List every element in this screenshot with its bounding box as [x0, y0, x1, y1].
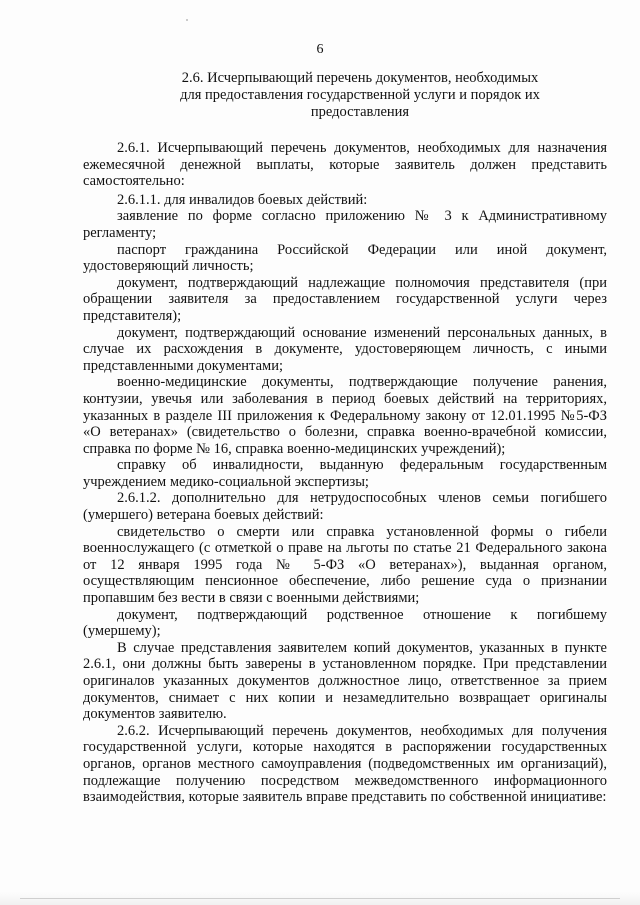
list-item-kinship-document: документ, подтверждающий родственное отношение к погибшему (умершему);: [83, 606, 607, 640]
list-item-death-certificate: свидетельство о смерти или справка установленной формы о гибели военнослужащего (с отметкой о праве на льготы по статье 21 Федерального закона от 12 января 1995 года № 5-ФЗ «О ветеранах»), выданная органом, осуществляющим пенсионное обеспечение, либо решение суда о признании пропавшим без вести в связи с военными действиями;: [83, 523, 607, 607]
paragraph-2-6-1-2: 2.6.1.2. дополнительно для нетрудоспособных членов семьи погибшего (умершего) ветерана боевых действий:: [83, 490, 607, 524]
list-item-disability-certificate: справку об инвалидности, выданную федеральным государственным учреждением медико-социальной экспертизы;: [83, 457, 607, 490]
page-number: 6: [316, 42, 324, 57]
paragraph-2-6-1-1: 2.6.1.1. для инвалидов боевых действий:: [117, 191, 368, 208]
scan-speck: [186, 19, 188, 21]
scan-edge-line: [20, 898, 620, 899]
list-item-application: заявление по форме согласно приложению № 3 к Административному регламенту;: [83, 208, 607, 241]
section-title-line: для предоставления государственной услуги и порядок их: [180, 87, 540, 103]
list-item-passport: паспорт гражданина Российской Федерации или иной документ, удостоверяющий личность;: [83, 241, 607, 275]
paragraph-2-6-2: 2.6.2. Исчерпывающий перечень документов, необходимых для получения государственной услуги, которые находятся в распоряжении государственных органов, органов местного самоуправления (подведомственных им организаций), подлежащие получению посредством межведомственного информационного взаимодействия, которые заявитель вправе представить по собственной инициативе:: [83, 722, 607, 806]
section-title-line: предоставления: [310, 104, 410, 120]
section-title-line: 2.6. Исчерпывающий перечень документов, необходимых: [181, 70, 539, 86]
scan-bottom-edge: [0, 892, 640, 905]
list-item-military-medical-documents: военно-медицинские документы, подтверждающие получение ранения, контузии, увечья или заболевания в период боевых действий на территориях, указанных в разделе III приложения к Федеральному закону от 12.01.1995 №5-ФЗ «О ветеранах» (свидетельство о болезни, справка военно-врачебной комиссии, справка по форме № 16, справка военно-медицинских учреждений);: [83, 374, 607, 457]
document-body: [83, 140, 607, 806]
section-title: [150, 70, 570, 121]
list-item-personal-data-change: документ, подтверждающий основание изменений персональных данных, в случае их расхождения в документе, удостоверяющем личность, с иными представленными документами;: [83, 324, 607, 374]
paragraph-copies-certification: В случае представления заявителем копий документов, указанных в пункте 2.6.1, они должны быть заверены в установленном порядке. При представлении оригиналов указанных документов должностное лицо, ответственное за прием документов, снимает с них копии и незамедлительно возвращает оригиналы документов заявителю.: [83, 639, 607, 723]
paragraph-2-6-1: 2.6.1. Исчерпывающий перечень документов, необходимых для назначения ежемесячной денежной выплаты, которые заявитель должен представить самостоятельно:: [83, 140, 607, 190]
list-item-representative-document: документ, подтверждающий надлежащие полномочия представителя (при обращении заявителя за предоставлением государственной услуги через представителя);: [83, 274, 607, 324]
